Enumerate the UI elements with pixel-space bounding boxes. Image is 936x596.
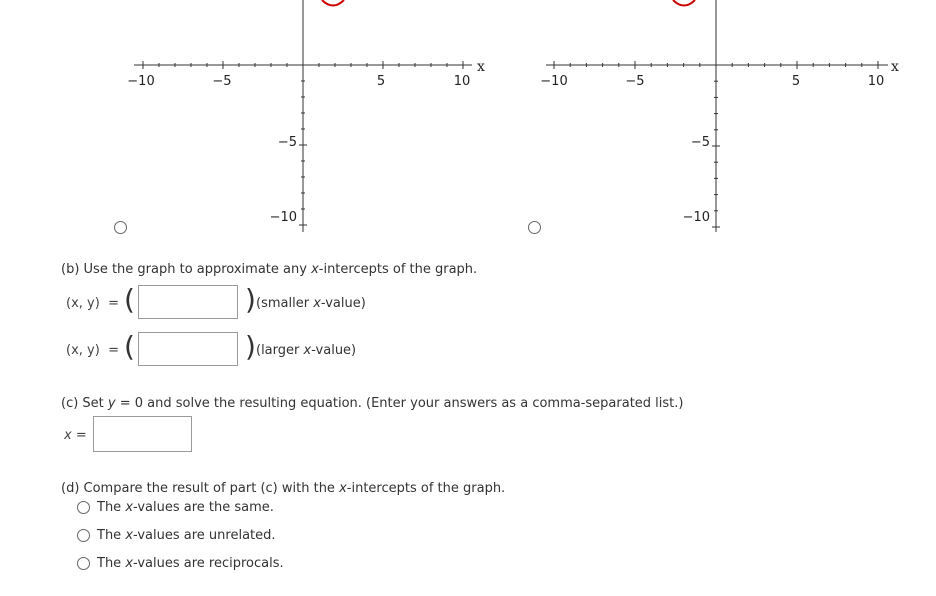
y-tick-label: −5 [277,135,297,150]
larger-value-note: (larger x-value) [256,343,357,358]
part-b-prompt: (b) Use the graph to approximate any x-intercepts of the graph. [61,262,478,277]
x-tick-label: −5 [212,74,232,89]
x-tick-label: −10 [127,74,155,89]
part-c-prompt: (c) Set y = 0 and solve the resulting equation. (Enter your answers as a comma-separated list.) [61,396,684,411]
close-paren: ) [245,330,256,363]
option-reciprocals-label[interactable]: The x-values are reciprocals. [97,556,284,571]
x-tick-label: 5 [376,74,386,89]
x-tick-label: 5 [791,74,801,89]
larger-intercept-input[interactable] [138,332,238,366]
x-tick-label: 10 [867,74,885,89]
option-same-label[interactable]: The x-values are the same. [97,500,274,515]
part-d-prompt: (d) Compare the result of part (c) with the x-intercepts of the graph. [61,481,506,496]
graph-2-radio[interactable] [528,221,541,234]
x-axis-label: x [477,59,485,75]
open-paren: ( [124,330,135,363]
curve-2 [673,0,695,6]
y-tick-label: −5 [690,135,710,150]
point-label: (x, y) = [66,343,119,358]
smaller-value-note: (smaller x-value) [256,296,366,311]
x-tick-label: 10 [453,74,471,89]
open-paren: ( [124,283,135,316]
graph-2 [0,0,920,240]
option-same-radio[interactable] [77,501,90,514]
option-unrelated-label[interactable]: The x-values are unrelated. [97,528,276,543]
close-paren: ) [245,283,256,316]
x-axis-label: x [891,59,899,75]
smaller-intercept-input[interactable] [138,285,238,319]
option-unrelated-radio[interactable] [77,529,90,542]
graph-1-radio[interactable] [114,221,127,234]
option-reciprocals-radio[interactable] [77,557,90,570]
x-tick-label: −5 [625,74,645,89]
x-solutions-input[interactable] [93,416,192,452]
x-equals-label: x = [64,428,87,443]
point-label: (x, y) = [66,296,119,311]
y-tick-label: −10 [682,210,710,225]
x-tick-label: −10 [540,74,568,89]
y-tick-label: −10 [269,210,297,225]
